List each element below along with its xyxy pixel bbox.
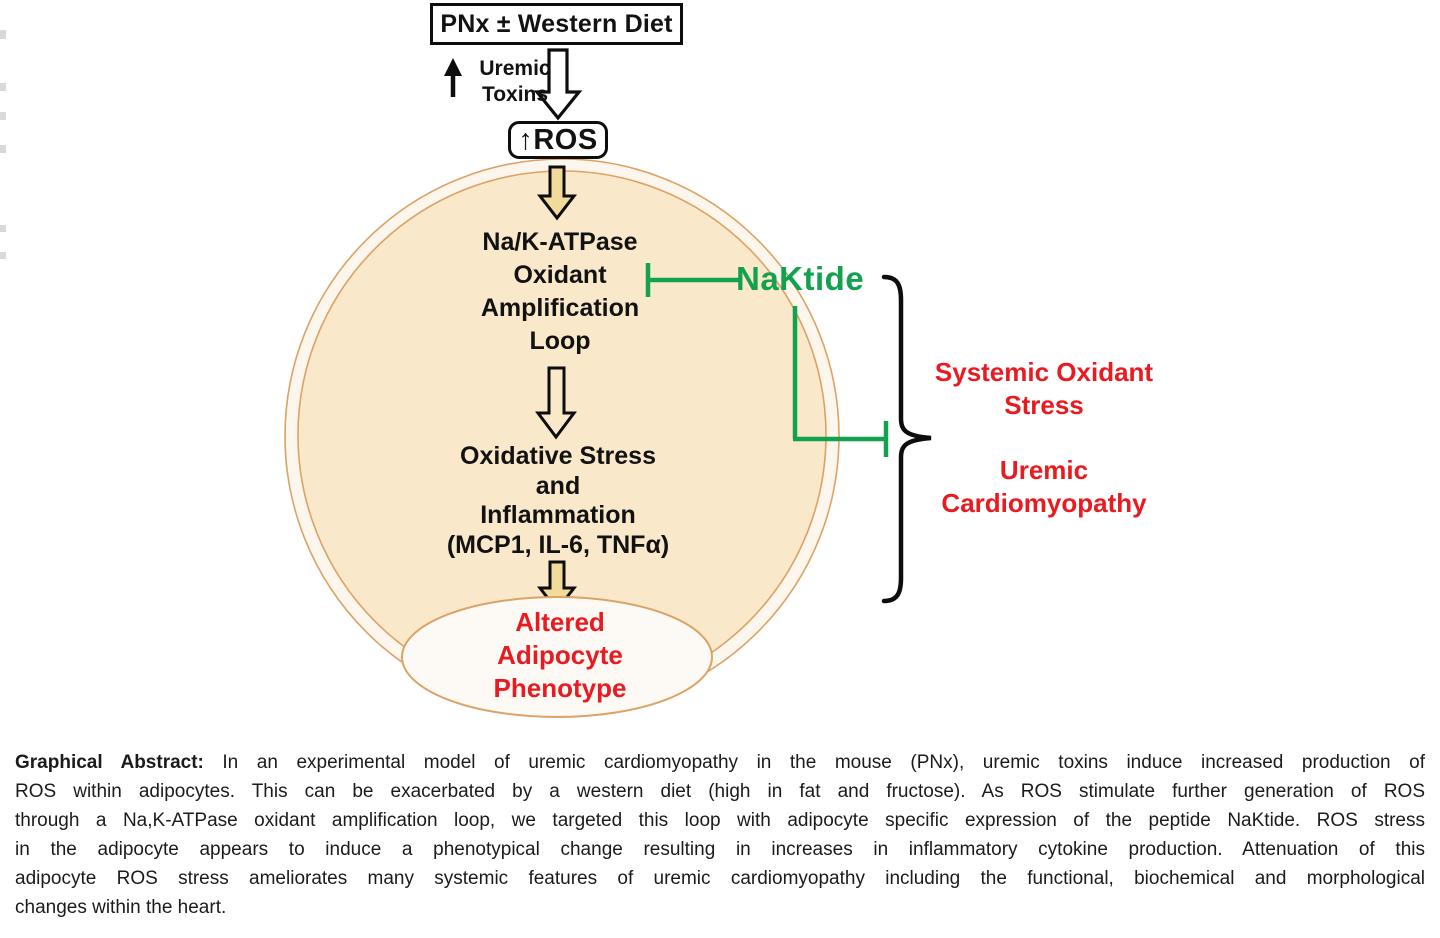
oxidative-line2: and [535,471,581,500]
uremic-toxins-line1: Uremic [479,57,551,80]
naktide-label: NaKtide [736,260,865,297]
loop-line4: Loop [529,327,591,355]
uremic-toxins-up-arrow-icon [444,58,462,97]
altered-line2: Adipocyte [497,640,623,670]
loop-line2: Oxidant [513,261,607,289]
uremic-toxins-line2: Toxins [481,83,549,106]
figure-caption [15,748,1425,922]
altered-line3: Phenotype [493,673,627,703]
outcome-brace [884,277,931,601]
systemic-line2: Stress [1004,390,1084,420]
page-edge-artifacts [0,30,6,259]
uremic-toxins-label [464,56,566,108]
nak-atpase-loop-label [410,226,710,358]
oxidative-line4: (MCP1, IL-6, TNFα) [446,530,670,559]
ucm-line2: Cardiomyopathy [941,488,1147,518]
oxidative-line3: Inflammation [480,501,636,529]
caption-line-2: ROS within adipocytes. This can be exacerbated by a western diet (high in fat and fructose). As ROS stimulate further generation of ROS [15,781,1425,802]
altered-line1: Altered [515,607,605,637]
caption-lead: Graphical Abstract: [15,752,204,773]
pnx-western-diet-box: PNx ± Western Diet [430,3,683,45]
loop-line1: Na/K-ATPase [482,228,638,256]
oxidative-stress-label [408,442,708,560]
caption-line-6: changes within the heart. [15,897,227,918]
loop-line3: Amplification [480,294,640,322]
caption-line-4: in the adipocyte appears to induce a phenotypical change resulting in increases in inflammatory cytokine production. Attenuation of this [15,839,1425,860]
caption-line-3: through a Na,K-ATPase oxidant amplification loop, we targeted this loop with adipocyte specific expression of the peptide NaKtide. ROS stress [15,810,1425,831]
caption-line-5: adipocyte ROS stress ameliorates many systemic features of uremic cardiomyopathy including the functional, biochemical and morphological [15,868,1425,889]
systemic-line1: Systemic Oxidant [934,357,1154,387]
systemic-oxidant-stress-label [923,356,1165,422]
ucm-line1: Uremic [999,455,1089,485]
ros-box: ↑ROS [508,121,608,159]
oxidative-line1: Oxidative Stress [460,442,656,470]
caption-line-1: Graphical Abstract: In an experimental model of uremic cardiomyopathy in the mouse (PNx), uremic toxins induce increased production of [15,752,1425,773]
altered-adipocyte-phenotype-label [440,606,680,705]
uremic-cardiomyopathy-label [923,454,1165,520]
